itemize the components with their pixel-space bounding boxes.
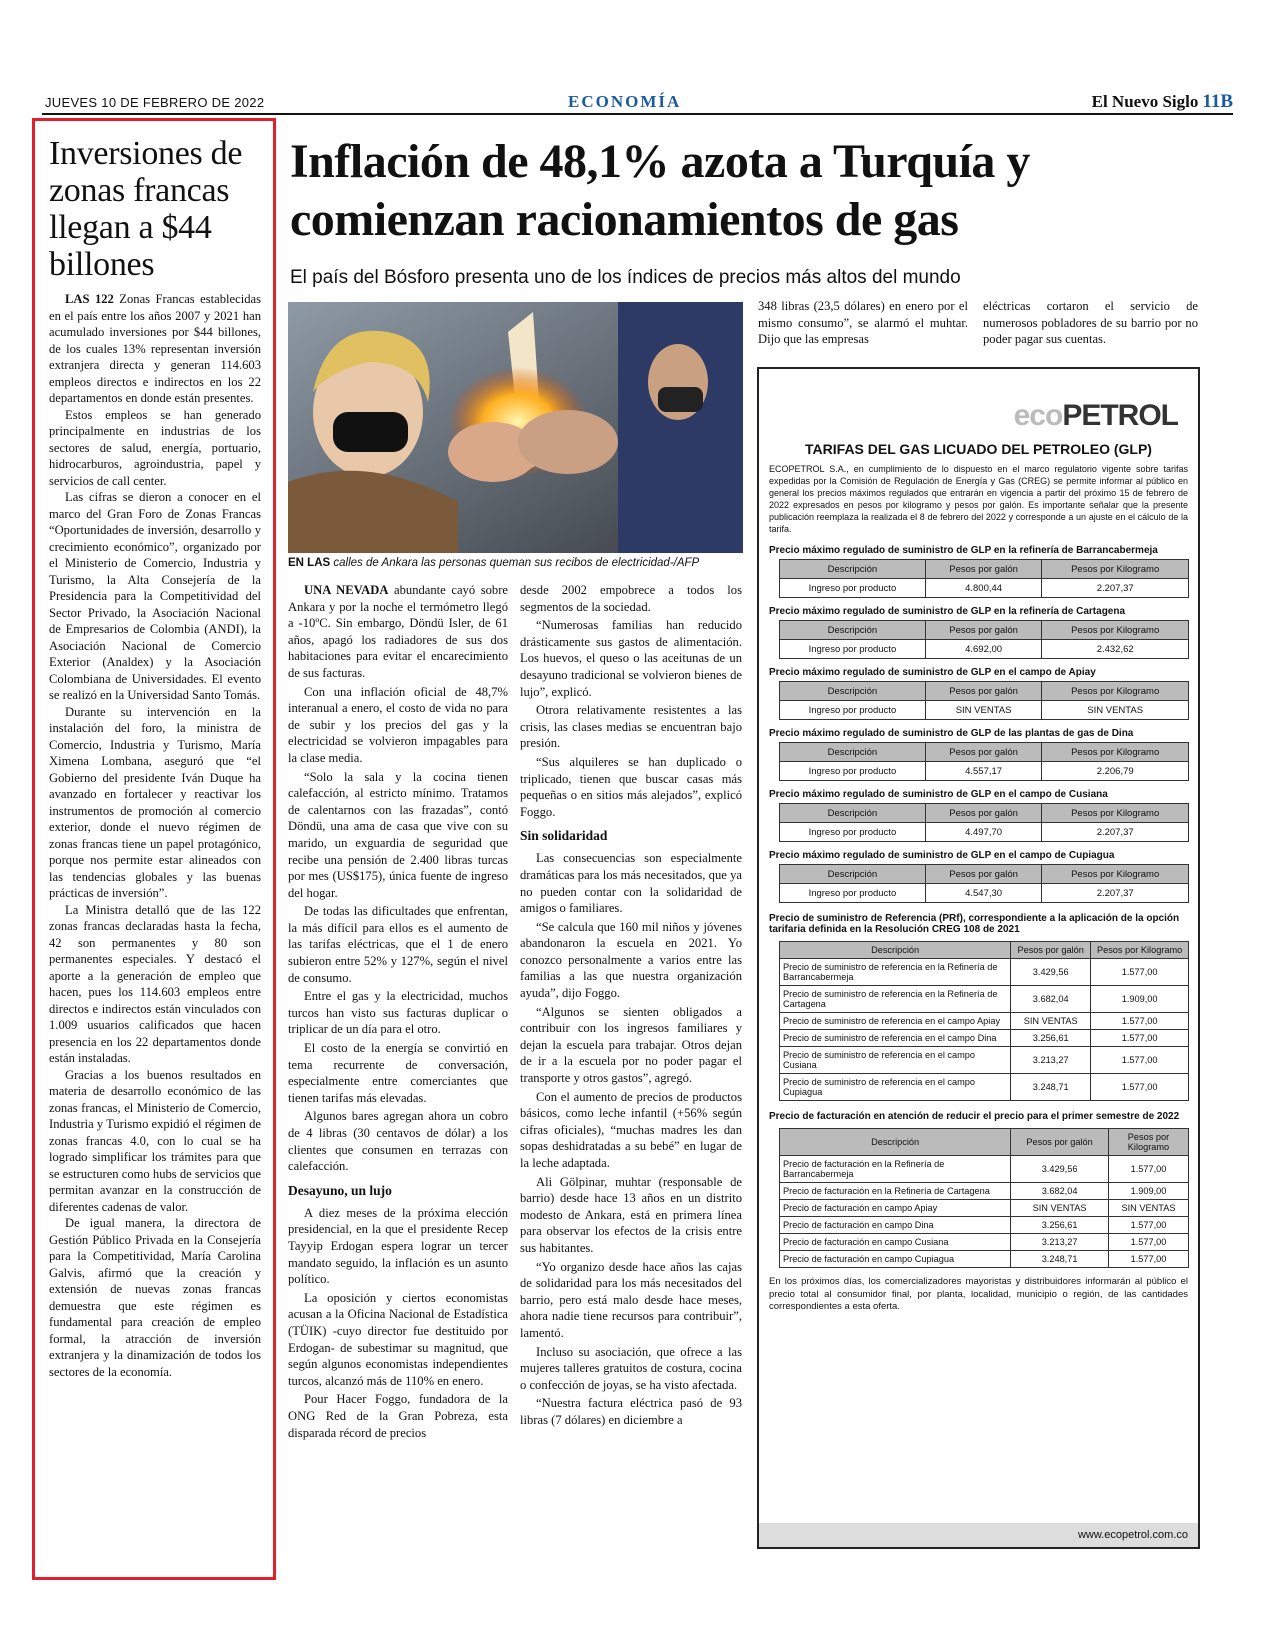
col-header: Pesos por galón bbox=[925, 804, 1042, 823]
article-paragraph: El costo de la energía se convirtió en tema recurrente de conversación, especialmente entre comerciantes que tienen tarifas más elevadas. bbox=[288, 1041, 508, 1105]
sidebar-lead: LAS 122 bbox=[65, 292, 114, 306]
article-subheading: Desayuno, un lujo bbox=[288, 1182, 392, 1198]
table-row bbox=[780, 884, 1189, 903]
table-row bbox=[780, 1156, 1189, 1183]
row-description: Precio de facturación en la Refinería de Cartagena bbox=[780, 1183, 1011, 1200]
table-row bbox=[780, 959, 1189, 986]
table-row bbox=[780, 1183, 1189, 1200]
price-kg: 1.577,00 bbox=[1091, 1047, 1189, 1074]
price-gal: 4.692,00 bbox=[925, 640, 1042, 659]
billing-title: Precio de facturación en atención de reducir el precio para el primer semestre de 2022 bbox=[769, 1111, 1180, 1122]
price-kg: 1.577,00 bbox=[1108, 1251, 1188, 1268]
price-gal: 3.248,71 bbox=[1011, 1074, 1091, 1101]
price-section-title: Precio máximo regulado de suministro de GLP de las plantas de gas de Dina bbox=[769, 728, 1134, 739]
price-table bbox=[779, 681, 1189, 720]
price-section-title: Precio máximo regulado de suministro de GLP en la refinería de Barrancabermeja bbox=[769, 545, 1158, 556]
article-column-1 bbox=[288, 582, 508, 1443]
price-kg: 1.577,00 bbox=[1091, 1013, 1189, 1030]
table-row bbox=[780, 701, 1189, 720]
price-section-title: Precio máximo regulado de suministro de GLP en el campo de Cupiagua bbox=[769, 850, 1115, 861]
col-header: Pesos por galón bbox=[925, 743, 1042, 762]
table-row bbox=[780, 1047, 1189, 1074]
ecopetrol-url[interactable]: www.ecopetrol.com.co bbox=[759, 1523, 1198, 1547]
article-paragraph: desde 2002 empobrece a todos los segmentos de la sociedad. bbox=[520, 583, 742, 614]
price-table bbox=[779, 559, 1189, 598]
table-row bbox=[780, 1013, 1189, 1030]
price-kg: 1.577,00 bbox=[1091, 1030, 1189, 1047]
row-description: Precio de suministro de referencia en la Refinería de Barrancabermeja bbox=[780, 959, 1011, 986]
price-kg: 2.432,62 bbox=[1042, 640, 1189, 659]
brand-name: El Nuevo Siglo bbox=[1091, 92, 1199, 111]
col-header: Pesos por Kilogramo bbox=[1042, 804, 1189, 823]
price-kg: SIN VENTAS bbox=[1108, 1200, 1188, 1217]
price-table bbox=[779, 803, 1189, 842]
price-section-title: Precio máximo regulado de suministro de GLP en el campo de Apiay bbox=[769, 667, 1096, 678]
table-row bbox=[780, 1074, 1189, 1101]
col-header: Pesos por Kilogramo bbox=[1042, 682, 1189, 701]
price-gal: SIN VENTAS bbox=[1011, 1013, 1091, 1030]
row-description: Precio de facturación en campo Cupiagua bbox=[780, 1251, 1011, 1268]
article-paragraph: “Se calcula que 160 mil niños y jóvenes abandonaron la escuela en 2021. Yo conozco personalmente a varios entre las familias a las que nuestra organización ayuda”, dijo Foggo. bbox=[520, 919, 742, 1001]
col-header: Pesos por galón bbox=[925, 865, 1042, 884]
price-kg: 2.207,37 bbox=[1042, 579, 1189, 598]
sidebar-paragraph: La Ministra detalló que de las 122 zonas francas declaradas hasta la fecha, 42 son permanentes y 80 son permanentes especiales. Y destacó el aporte a la generación de empleo que hacen, pues los 114.603 empleos entre directos e indirectos están vinculados con 1.009 usuarios calificados que hacen presencia en los 22 departamentos donde están instaladas. bbox=[49, 902, 261, 1065]
price-gal: 3.256,61 bbox=[1011, 1217, 1109, 1234]
price-gal: 3.213,27 bbox=[1011, 1234, 1109, 1251]
header-date: JUEVES 10 DE FEBRERO DE 2022 bbox=[45, 95, 265, 110]
col-header: Pesos por galón bbox=[1011, 1129, 1109, 1156]
article-paragraph: Las consecuencias son especialmente dramáticas para los más necesitados, que ya no pueden contar con la solidaridad de amigos o familiares. bbox=[520, 851, 742, 916]
row-description: Precio de suministro de referencia en el campo Cusiana bbox=[780, 1047, 1011, 1074]
masthead bbox=[1092, 91, 1233, 113]
section-title: ECONOMÍA bbox=[568, 92, 682, 111]
row-description: Precio de facturación en la Refinería de Barrancabermeja bbox=[780, 1156, 1011, 1183]
col-header: Descripción bbox=[780, 804, 926, 823]
article-paragraph: Con una inflación oficial de 48,7% interanual a enero, el costo de vida no para de subir y los precios del gas y la electricidad se volvieron impagables para la clase media. bbox=[288, 684, 508, 765]
row-label: Ingreso por producto bbox=[780, 762, 926, 781]
price-gal: 4.547,30 bbox=[925, 884, 1042, 903]
price-gal: 4.557,17 bbox=[925, 762, 1042, 781]
col-header: Descripción bbox=[780, 682, 926, 701]
col-header: Pesos por galón bbox=[925, 682, 1042, 701]
article-paragraph: “Nuestra factura eléctrica pasó de 93 libras (7 dólares) en diciembre a bbox=[520, 1396, 742, 1427]
sidebar-paragraph: Gracias a los buenos resultados en materia de desarrollo económico de las zonas francas, el Ministerio de Comercio, Industria y Turismo expidió el régimen de zonas francas 4.0, con lo cual se ha logrado simplificar los trámites para que se estructuren como hubs de servicios que permitan avanzar en la construcción de diferentes cadenas de valor. bbox=[49, 1067, 261, 1214]
article-paragraph: “Yo organizo desde hace años las cajas de solidaridad para los más necesitados del barrio, pero está malo desde hace meses, ahora nadie tiene recursos para contribuir”, lamentó. bbox=[520, 1259, 742, 1340]
ecopetrol-ad bbox=[757, 367, 1200, 1549]
article-paragraph: Entre el gas y la electricidad, muchos turcos han visto sus facturas duplicar o triplicar de un día para el otro. bbox=[288, 989, 508, 1037]
reference-title: Precio de suministro de Referencia (PRf), correspondiente a la aplicación de la opción tarifaria definida en la Resolución CREG 108 de 2021 bbox=[769, 913, 1180, 935]
ad-footer: En los próximos días, los comercializadores mayoristas y distribuidores informarán al público el precio total al consumidor final, por planta, localidad, municipio o región, de las cantidades correspondientes a esta oferta. bbox=[769, 1276, 1188, 1312]
article-column-3 bbox=[758, 298, 968, 350]
price-kg: 1.577,00 bbox=[1091, 1074, 1189, 1101]
sidebar-article bbox=[32, 118, 276, 1580]
price-kg: 1.577,00 bbox=[1108, 1156, 1188, 1183]
price-gal: 4.800,44 bbox=[925, 579, 1042, 598]
article-paragraph: Con el aumento de precios de productos básicos, como leche infantil (+56% según cifras oficiales), “muchas madres les dan sopas deshidratadas a su bebé” en lugar de la leche adaptada. bbox=[520, 1089, 742, 1170]
price-kg: 2.206,79 bbox=[1042, 762, 1189, 781]
article-paragraph: De todas las dificultades que enfrentan, la más difícil para ellos es el aumento de las tarifas eléctricas, que el 1 de enero subieron entre 52% y 127%, según el nivel de consumo. bbox=[288, 904, 508, 985]
col-header: Descripción bbox=[780, 621, 926, 640]
article-lead: UNA NEVADA bbox=[304, 583, 389, 597]
price-gal: 3.213,27 bbox=[1011, 1047, 1091, 1074]
col-header: Pesos por Kilogramo bbox=[1091, 942, 1189, 959]
price-table bbox=[779, 864, 1189, 903]
page-number: 11B bbox=[1202, 91, 1233, 112]
sidebar-paragraph: Las cifras se dieron a conocer en el marco del Gran Foro de Zonas Francas “Oportunidades de inversión, desarrollo y crecimiento económico”, organizado por el Ministerio de Comercio, Industria y Turismo, la Alta Consejería de la Presidencia para la Competitividad del Sector Privado, la Asociación Nacional de Empresarios de Colombia (ANDI), la Asociación Nacional de Comercio Exterior (Analdex) y la Asociación Colombiana de Universidades. El evento se realizó en la Universidad Santo Tomás. bbox=[49, 490, 261, 702]
article-paragraph: “Algunos se sienten obligados a contribuir con los ingresos familiares y dejan la escuela para trabajar. Otros dejan de ir a la escuela por no poder pagar el transporte y otros gastos”, agregó. bbox=[520, 1004, 742, 1086]
article-subheading: Sin solidaridad bbox=[520, 828, 608, 844]
caption-lead: EN LAS bbox=[288, 557, 331, 569]
table-row bbox=[780, 1030, 1189, 1047]
billing-table bbox=[779, 1128, 1189, 1268]
col-header: Pesos por galón bbox=[925, 560, 1042, 579]
price-kg: 1.577,00 bbox=[1108, 1234, 1188, 1251]
ad-intro: ECOPETROL S.A., en cumplimiento de lo dispuesto en el marco regulatorio vigente sobre tarifas expedidas por la Comisión de Regulación de Energía y Gas (CREG) se permite informar al público en general los precios máximos regulados que entrarán en vigencia a partir del próximo 15 de febrero de 2022 expresados en pesos por kilogramo y pesos por galón. Es importante señalar que la presente publicación reemplaza la realizada el 8 de febrero del 2022 y corresponde a un ajuste en el cálculo de la tarifa. bbox=[769, 464, 1188, 534]
article-paragraph: eléctricas cortaron el servicio de numerosos pobladores de su barrio por no poder pagar sus cuentas. bbox=[983, 299, 1198, 347]
article-paragraph: “Solo la sala y la cocina tienen calefacción, al estricto mínimo. Tratamos de calentarnos con las frazadas”, contó Döndü, una ama de casa que vive con su marido, un exguardia de seguridad que recibe una pensión de 2.400 libras turcas por mes (US$175), única fuente de ingreso del hogar. bbox=[288, 769, 508, 900]
price-kg: SIN VENTAS bbox=[1042, 701, 1189, 720]
table-row bbox=[780, 1251, 1189, 1268]
col-header: Pesos por galón bbox=[925, 621, 1042, 640]
row-description: Precio de suministro de referencia en la Refinería de Cartagena bbox=[780, 986, 1011, 1013]
article-paragraph: Otrora relativamente resistentes a las crisis, las clases medias se encuentran bajo presión. bbox=[520, 703, 742, 751]
sidebar-paragraph: Estos empleos se han generado principalmente en industrias de los sectores de salud, energía, portuario, hidrocarburos, agroindustria, papel y servicios de call center. bbox=[49, 407, 261, 488]
price-table bbox=[779, 620, 1189, 659]
col-header: Descripción bbox=[780, 942, 1011, 959]
col-header: Descripción bbox=[780, 560, 926, 579]
sidebar-title: Inversiones de zonas francas llegan a $44 billones bbox=[49, 135, 243, 283]
article-paragraph: Incluso su asociación, que ofrece a las mujeres talleres gratuitos de costura, cocina o confección de joyas, se ha visto afectada. bbox=[520, 1344, 742, 1392]
row-description: Precio de facturación en campo Dina bbox=[780, 1217, 1011, 1234]
table-row bbox=[780, 823, 1189, 842]
sidebar-paragraph: Durante su intervención en la instalación del foro, la ministra de Comercio, Industria y Turismo, María Ximena Lombana, aseguró que “el Gobierno del presidente Iván Duque ha avanzado en fortalecer y reactivar los instrumentos de promoción al comercio exterior, donde el nuevo régimen de zonas francas tiene un papel protagónico, porque nos permite estar alineados con las tendencias globales y las buenas prácticas de inversión”. bbox=[49, 704, 261, 900]
row-label: Ingreso por producto bbox=[780, 579, 926, 598]
col-header: Descripción bbox=[780, 865, 926, 884]
price-kg: 1.577,00 bbox=[1108, 1217, 1188, 1234]
article-paragraph: A diez meses de la próxima elección presidencial, en la que el presidente Recep Tayyip Erdogan espera lograr un tercer mandato seguido, la inflación es un asunto político. bbox=[288, 1205, 508, 1287]
price-kg: 2.207,37 bbox=[1042, 823, 1189, 842]
col-header: Pesos por Kilogramo bbox=[1042, 865, 1189, 884]
col-header: Pesos por Kilogramo bbox=[1108, 1129, 1188, 1156]
col-header: Pesos por Kilogramo bbox=[1042, 743, 1189, 762]
table-row bbox=[780, 986, 1189, 1013]
article-paragraph: Ali Gölpinar, muhtar (responsable de barrio) desde hace 13 años en un distrito modesto de Ankara, está en primera línea para observar los efectos de la crisis entre sus habitantes. bbox=[520, 1174, 742, 1255]
row-label: Ingreso por producto bbox=[780, 884, 926, 903]
article-column-4 bbox=[983, 298, 1198, 350]
price-gal: 3.429,56 bbox=[1011, 959, 1091, 986]
price-gal: 3.256,61 bbox=[1011, 1030, 1091, 1047]
price-gal: 3.682,04 bbox=[1011, 1183, 1109, 1200]
row-description: Precio de facturación en campo Apiay bbox=[780, 1200, 1011, 1217]
col-header: Descripción bbox=[780, 1129, 1011, 1156]
row-description: Precio de facturación en campo Cusiana bbox=[780, 1234, 1011, 1251]
article-paragraph: Algunos bares agregan ahora un cobro de 4 libras (30 centavos de dólar) a los clientes que consumen en terrazas con calefacción. bbox=[288, 1109, 508, 1174]
price-gal: SIN VENTAS bbox=[1011, 1200, 1109, 1217]
row-description: Precio de suministro de referencia en el campo Dina bbox=[780, 1030, 1011, 1047]
article-paragraph: “Numerosas familias han reducido drásticamente sus gastos de alimentación. Los huevos, el queso o las aceitunas de un desayuno tradicional se volvieron bienes de lujo”, explicó. bbox=[520, 618, 742, 699]
price-kg: 1.577,00 bbox=[1091, 959, 1189, 986]
article-paragraph: La oposición y ciertos economistas acusan a la Oficina Nacional de Estadística (TÜIK) -cuyo director fue destituido por Erdogan- de subestimar su magnitud, que según algunos economistas independientes turcos, alcanzó más de 110% en enero. bbox=[288, 1290, 508, 1388]
article-paragraph: UNA NEVADA abundante cayó sobre Ankara y por la noche el termómetro llegó a -10ºC. Sin embargo, Döndü Isler, de 61 años, apagó los radiadores de sus dos habitaciones para evitar el encarecimiento de sus facturas. bbox=[288, 583, 508, 680]
reference-table bbox=[779, 941, 1189, 1101]
price-gal: 4.497,70 bbox=[925, 823, 1042, 842]
table-row bbox=[780, 1200, 1189, 1217]
price-sections bbox=[759, 545, 1198, 903]
row-label: Ingreso por producto bbox=[780, 640, 926, 659]
price-gal: 3.682,04 bbox=[1011, 986, 1091, 1013]
price-kg: 1.909,00 bbox=[1091, 986, 1189, 1013]
col-header: Pesos por Kilogramo bbox=[1042, 621, 1189, 640]
col-header: Pesos por Kilogramo bbox=[1042, 560, 1189, 579]
article-headline: Inflación de 48,1% azota a Turquía y comienzan racionamientos de gas bbox=[290, 135, 1030, 246]
article-paragraph: 348 libras (23,5 dólares) en enero por el mismo consumo”, se alarmó el muhtar. Dijo que las empresas bbox=[758, 299, 968, 347]
article-subhead: El país del Bósforo presenta uno de los índices de precios más altos del mundo bbox=[290, 267, 961, 288]
row-label: Ingreso por producto bbox=[780, 701, 926, 720]
table-row bbox=[780, 640, 1189, 659]
col-header: Descripción bbox=[780, 743, 926, 762]
news-photo bbox=[288, 302, 743, 553]
article-column-2 bbox=[520, 582, 742, 1431]
price-gal: SIN VENTAS bbox=[925, 701, 1042, 720]
header-rule bbox=[42, 113, 1233, 115]
table-row bbox=[780, 1217, 1189, 1234]
price-section-title: Precio máximo regulado de suministro de GLP en la refinería de Cartagena bbox=[769, 606, 1126, 617]
table-row bbox=[780, 762, 1189, 781]
caption-text: calles de Ankara las personas queman sus recibos de electricidad-/AFP bbox=[333, 557, 700, 569]
table-row bbox=[780, 579, 1189, 598]
ecopetrol-logo: ecoPETROL bbox=[1013, 399, 1178, 432]
price-kg: 2.207,37 bbox=[1042, 884, 1189, 903]
price-kg: 1.909,00 bbox=[1108, 1183, 1188, 1200]
article-paragraph: Pour Hacer Foggo, fundadora de la ONG Red de la Gran Pobreza, esta disparada récord de precios bbox=[288, 1392, 508, 1440]
sidebar-paragraph: De igual manera, la directora de Gestión Público Privada en la Consejería para la Competitividad, María Carolina Galvis, afirmó que la creación y extensión de nuevas zonas francas demuestra que este régimen es fundamental para creación de empleo formal, la atracción de inversión extranjera y la dinamización de todos los sectores de la economía. bbox=[49, 1216, 261, 1379]
row-description: Precio de suministro de referencia en el campo Apiay bbox=[780, 1013, 1011, 1030]
sidebar-paragraph: LAS 122 Zonas Francas establecidas en el país entre los años 2007 y 2021 han acumulado inversiones por $44 billones, de los cuales 13% representan inversión extranjera directa y generan 114.603 empleos directos e indirectos en los 22 departamentos en donde están presentes. bbox=[49, 292, 261, 405]
price-section-title: Precio máximo regulado de suministro de GLP en el campo de Cusiana bbox=[769, 789, 1108, 800]
price-gal: 3.429,56 bbox=[1011, 1156, 1109, 1183]
article-paragraph: “Sus alquileres se han duplicado o triplicado, tienen que buscar casas más pequeñas o en sitios más alejados”, explicó Foggo. bbox=[520, 754, 742, 819]
row-description: Precio de suministro de referencia en el campo Cupiagua bbox=[780, 1074, 1011, 1101]
col-header: Pesos por galón bbox=[1011, 942, 1091, 959]
row-label: Ingreso por producto bbox=[780, 823, 926, 842]
photo-caption bbox=[288, 557, 743, 569]
table-row bbox=[780, 1234, 1189, 1251]
price-table bbox=[779, 742, 1189, 781]
price-gal: 3.248,71 bbox=[1011, 1251, 1109, 1268]
ad-title: TARIFAS DEL GAS LICUADO DEL PETROLEO (GLP) bbox=[805, 441, 1152, 457]
